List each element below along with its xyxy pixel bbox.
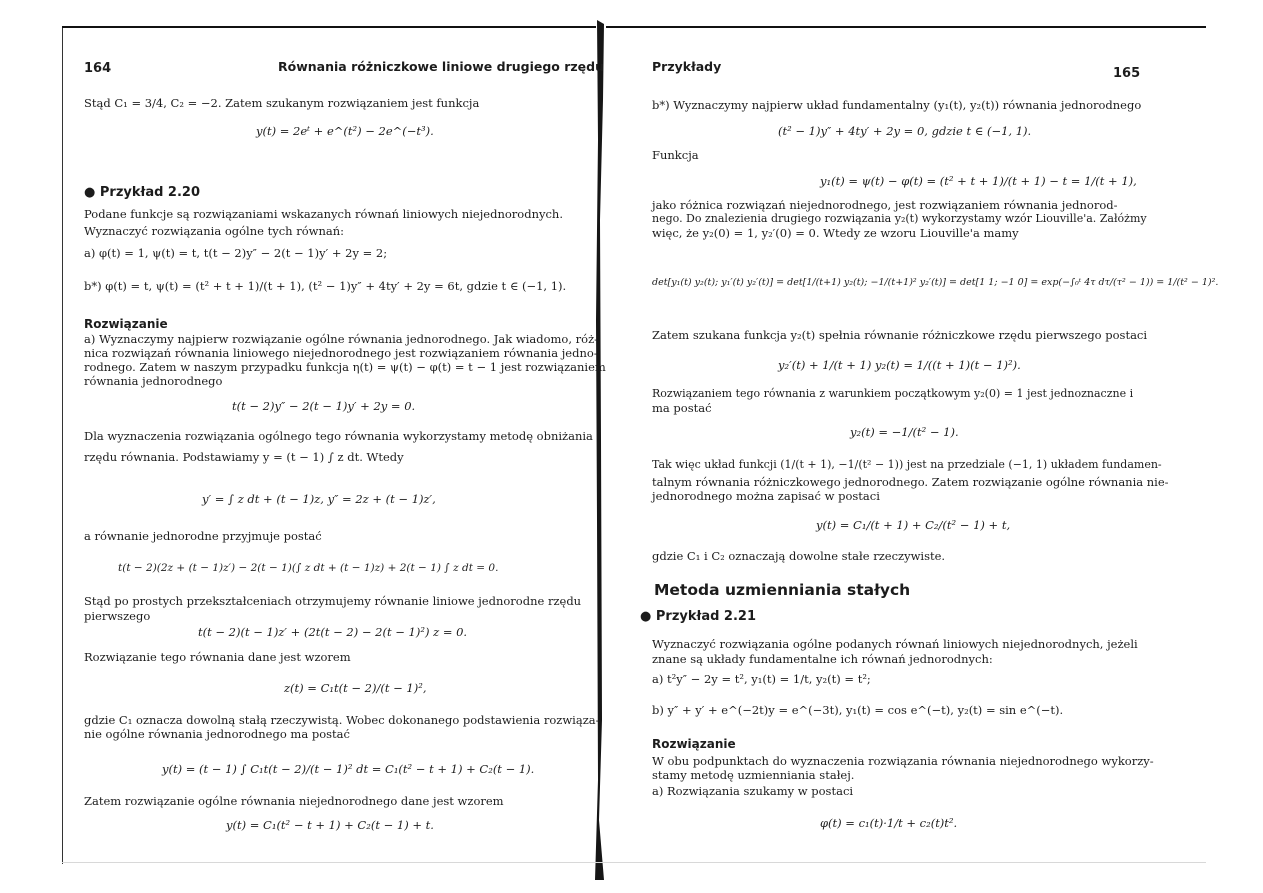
equation: y₂(t) = −1/(t² − 1). [850, 425, 959, 439]
text-line: Stąd C₁ = 3/4, C₂ = −2. Zatem szukanym rozwiązaniem jest funkcja [84, 96, 480, 110]
text-line: b*) Wyznaczymy najpierw układ fundamentalny (y₁(t), y₂(t)) równania jednorodnego [652, 98, 1142, 112]
equation-item: a) t²y″ − 2y = t², y₁(t) = 1/t, y₂(t) = t²; [652, 672, 871, 686]
equation: t(t − 2)(2z + (t − 1)z′) − 2(t − 1)(∫ z dt + (t − 1)z) + 2(t − 1) ∫ z dt = 0. [118, 562, 499, 574]
running-title: Przykłady [652, 59, 722, 74]
text-line: ma postać [652, 401, 712, 415]
text-line: jako różnica rozwiązań niejednorodnego, jest rozwiązaniem równania jednorod- [652, 198, 1118, 212]
right-page [612, 0, 1219, 893]
text-line: gdzie C₁ i C₂ oznaczają dowolne stałe rzeczywiste. [652, 549, 946, 563]
text-line: Zatem szukana funkcja y₂(t) spełnia równanie różniczkowe rzędu pierwszego postaci [652, 328, 1148, 342]
text-line: Tak więc układ funkcji (1/(t + 1), −1/(t² − 1)) jest na przedziale (−1, 1) układem fundamen- [652, 458, 1162, 471]
equation: t(t − 2)y″ − 2(t − 1)y′ + 2y = 0. [232, 399, 416, 413]
section-heading: Metoda uzmienniania stałych [654, 581, 911, 599]
text-line: talnym równania różniczkowego jednorodnego. Zatem rozwiązanie ogólne równania nie- [652, 475, 1169, 489]
equation: (t² − 1)y″ + 4ty′ + 2y = 0, gdzie t ∈ (−1, 1). [778, 124, 1032, 138]
bottom-scan-edge [62, 862, 1206, 863]
bullet-icon: ● [84, 185, 100, 200]
text-line: rzędu równania. Podstawiamy y = (t − 1) ∫ z dt. Wtedy [84, 450, 404, 464]
text-line: Stąd po prostych przekształceniach otrzymujemy równanie liniowe jednorodne rzędu [84, 594, 582, 608]
left-page [0, 0, 606, 893]
text-line: nie ogólne równania jednorodnego ma postać [84, 727, 350, 741]
equation: y(t) = C₁/(t + 1) + C₂/(t² − 1) + t, [816, 518, 1011, 532]
text-line: jednorodnego można zapisać w postaci [652, 489, 880, 503]
text-line: Rozwiązanie tego równania dane jest wzorem [84, 650, 351, 664]
text-line: Dla wyznaczenia rozwiązania ogólnego tego równania wykorzystamy metodę obniżania [84, 429, 593, 443]
equation-item: b) y″ + y′ + e^(−2t)y = e^(−3t), y₁(t) = cos e^(−t), y₂(t) = sin e^(−t). [652, 703, 1064, 717]
example-title: Przykład 2.21 [655, 609, 757, 624]
equation: y(t) = (t − 1) ∫ C₁t(t − 2)/(t − 1)² dt = C₁(t² − t + 1) + C₂(t − 1). [162, 762, 535, 776]
equation: y₂′(t) + 1/(t + 1) y₂(t) = 1/((t + 1)(t − 1)²). [778, 358, 1021, 372]
equation: y₁(t) = ψ(t) − φ(t) = (t² + t + 1)/(t + 1) − t = 1/(t + 1), [820, 174, 1137, 188]
example-heading [84, 186, 200, 200]
solution-heading: Rozwiązanie [652, 737, 736, 751]
equation: φ(t) = c₁(t)·1/t + c₂(t)t². [820, 816, 958, 830]
text-line: Wyznaczyć rozwiązania ogólne podanych równań liniowych niejednorodnych, jeżeli [652, 637, 1138, 651]
equation: z(t) = C₁t(t − 2)/(t − 1)², [284, 681, 427, 695]
text-line: równania jednorodnego [84, 374, 223, 388]
page-number: 165 [1113, 66, 1141, 81]
text-line: Rozwiązaniem tego równania z warunkiem początkowym y₂(0) = 1 jest jednoznaczne i [652, 387, 1134, 400]
text-line: Funkcja [652, 148, 699, 162]
equation: y(t) = C₁(t² − t + 1) + C₂(t − 1) + t. [226, 818, 434, 832]
equation: y(t) = 2eᵗ + e^(t²) − 2e^(−t³). [256, 124, 434, 138]
text-line: a równanie jednorodne przyjmuje postać [84, 529, 322, 543]
text-line: znane są układy fundamentalne ich równań jednorodnych: [652, 652, 993, 666]
solution-heading: Rozwiązanie [84, 317, 168, 331]
bullet-icon: ● [640, 609, 656, 624]
text-line: rodnego. Zatem w naszym przypadku funkcja η(t) = ψ(t) − φ(t) = t − 1 jest rozwiązaniem [84, 360, 606, 374]
text-line: gdzie C₁ oznacza dowolną stałą rzeczywistą. Wobec dokonanego podstawienia rozwiąza- [84, 713, 600, 727]
page-number: 164 [84, 61, 112, 76]
text-line: więc, że y₂(0) = 1, y₂′(0) = 0. Wtedy ze wzoru Liouville'a mamy [652, 226, 1019, 240]
text-line: Podane funkcje są rozwiązaniami wskazanych równań liniowych niejednorodnych. [84, 207, 563, 221]
running-title: Równania różniczkowe liniowe drugiego rzędu [278, 59, 604, 74]
wronskian-equation: det[y₁(t) y₂(t); y₁′(t) y₂′(t)] = det[1/(t+1) y₂(t); −1/(t+1)² y₂′(t)] = det[1 1; −1 0] = exp(−∫₀ᵗ 4τ dτ/(τ² − 1)) = 1/(t² − 1)². [652, 277, 1219, 288]
example-heading [640, 610, 756, 624]
text-line: a) Rozwiązania szukamy w postaci [652, 784, 854, 798]
example-title: Przykład 2.20 [99, 185, 201, 200]
equation-item: a) φ(t) = 1, ψ(t) = t, t(t − 2)y″ − 2(t − 1)y′ + 2y = 2; [84, 246, 388, 260]
equation: t(t − 2)(t − 1)z′ + (2t(t − 2) − 2(t − 1)²) z = 0. [198, 625, 468, 639]
equation-item: b*) φ(t) = t, ψ(t) = (t² + t + 1)/(t + 1), (t² − 1)y″ + 4ty′ + 2y = 6t, gdzie t ∈ (−1, 1). [84, 279, 567, 293]
equation: y′ = ∫ z dt + (t − 1)z, y″ = 2z + (t − 1)z′, [202, 492, 436, 506]
text-line: W obu podpunktach do wyznaczenia rozwiązania równania niejednorodnego wykorzy- [652, 754, 1154, 768]
text-line: nica rozwiązań równania liniowego niejednorodnego jest rozwiązaniem równania jedno- [84, 346, 598, 360]
text-line: Zatem rozwiązanie ogólne równania niejednorodnego dane jest wzorem [84, 794, 504, 808]
text-line: nego. Do znalezienia drugiego rozwiązania y₂(t) wykorzystamy wzór Liouville'a. Załóżmy [652, 212, 1147, 225]
text-line: pierwszego [84, 609, 151, 623]
text-line: a) Wyznaczymy najpierw rozwiązanie ogólne równania jednorodnego. Jak wiadomo, róż- [84, 332, 599, 346]
text-line: Wyznaczyć rozwiązania ogólne tych równań: [84, 224, 345, 238]
text-line: stamy metodę uzmienniania stałej. [652, 768, 855, 782]
